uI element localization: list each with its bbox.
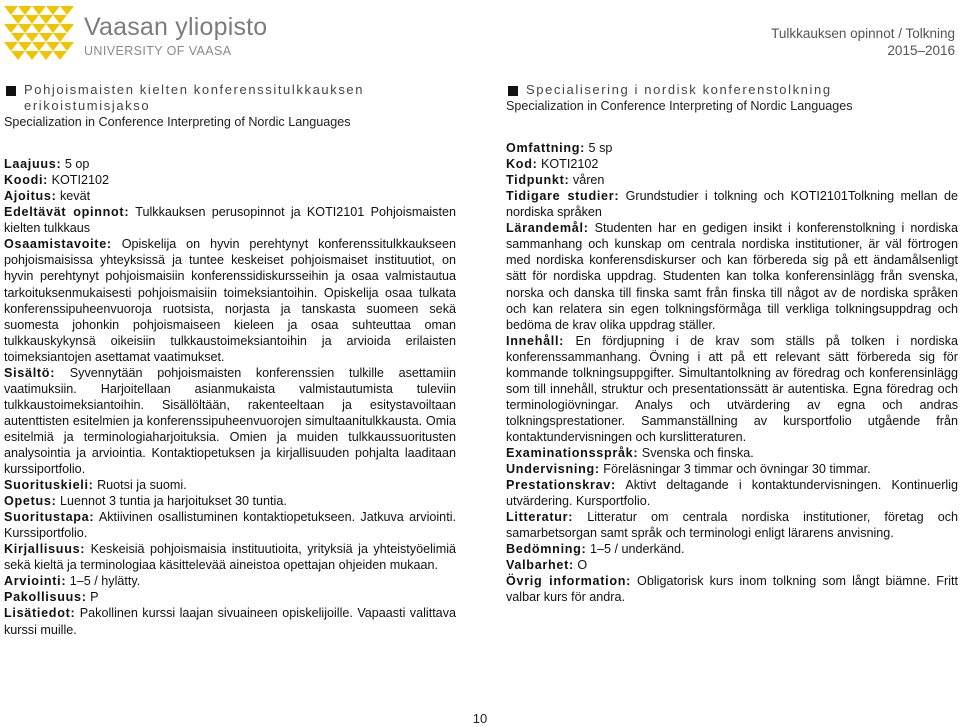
academic-years: 2015–2016 (887, 43, 955, 58)
section-title: Specialisering i nordisk konferenstolkning (506, 82, 958, 98)
field-valbarhet: Valbarhet: O (506, 558, 588, 573)
field-bedomning: Bedömning: 1–5 / underkänd. (506, 542, 685, 557)
section-subtitle: Specialization in Conference Interpreting of Nordic Languages (506, 99, 853, 114)
field-larandemal: Lärandemål: Studenten har en gedigen insikt i konferenstolkning i nordiska sammanhang och kunskap om centrala nordiska institutioner, är väl förtrogen med nordiska konferensdiskurser och kan förbereda sig på ett ändamålsenligt sätt för nordiska uppdrag. Studenten kan tolka konferensinlägg från svenska, norska och danska till finska samt från finska till något av de nordiska språken och kan relatera sin egen tolkningsförmåga till verkliga tolkningsuppdrag och bedöma de krav olika uppdrag ställer. (506, 221, 958, 332)
course-fields (4, 156, 456, 637)
university-logo-mark-icon (4, 6, 74, 64)
logo-name-fi: Vaasan yliopisto (84, 13, 268, 41)
field-laajuus: Laajuus: 5 op (4, 157, 90, 172)
bullet-square-icon (508, 86, 518, 96)
field-opetus: Opetus: Luennot 3 tuntia ja harjoitukset 30 tuntia. (4, 494, 287, 509)
university-logo (4, 6, 304, 64)
logo-name-en: UNIVERSITY OF VAASA (84, 44, 232, 58)
section-title: Pohjoismaisten kielten konferenssitulkkauksen erikoistumisjakso (4, 82, 456, 114)
field-examinationssprak: Examinationsspråk: Svenska och finska. (506, 445, 754, 460)
field-edeltavat-opinnot: Edeltävät opinnot: Tulkkauksen perusopinnot ja KOTI2101 Pohjoismaisten kielten tulkkaus (4, 205, 456, 236)
course-fields (506, 140, 958, 605)
field-koodi: Koodi: KOTI2102 (4, 173, 109, 188)
section-subtitle: Specialization in Conference Interpreting of Nordic Languages (4, 115, 351, 130)
field-ovrig-information: Övrig information: Obligatorisk kurs inom tolkning som långt biämne. Fritt valbar kurs för andra. (506, 574, 958, 605)
field-arviointi: Arviointi: 1–5 / hylätty. (4, 574, 141, 589)
field-suoritustapa: Suoritustapa: Aktiivinen osallistuminen kontaktiopetukseen. Jatkuva arviointi. Kurssiportfolio. (4, 510, 456, 541)
bullet-square-icon (6, 86, 16, 96)
field-tidpunkt: Tidpunkt: våren (506, 173, 605, 188)
field-kod: Kod: KOTI2102 (506, 157, 599, 172)
swedish-course-column (506, 82, 958, 605)
field-sisalto: Sisältö: Syvennytään pohjoismaisten konferenssien tulkille asettamiin vaatimuksiin. Harjoitellaan asianmukaista valmistautumista tuleviin tulkkaustoimeksiantoihin. Sisällöltään, rakenteeltaan ja esitystavoiltaan autenttisten esitelmien ja konferenssipuheenvuorojen simultaanitulkkausta. Omia esitelmiä ja terminologiaharjoituksia. Omien ja muiden tulkkaussuoritusten analysointia ja arviointia. Kontaktiopetuksen ja kirjallisuuden pohjalta laaditaan kurssiportfolio. (4, 365, 456, 477)
field-innehall: Innehåll: En fördjupning i de krav som ställs på tolken i nordiska konferenssammanhang. Övning i att på ett relevant sätt förbereda sig för kommande tolkningsuppgifter. Simultantolkning av föredrag och konferensinlägg som till innehåll, struktur och presentationssätt är autentiska. Egna föredrag och terminologiövningar. Analys och utvärdering av egna och andras tolkningsprestationer. Sammanställning av kursportfolio utgående från kontaktundervisningen och kurslitteraturen. (506, 333, 958, 444)
running-header (771, 25, 955, 59)
field-prestationskrav: Prestationskrav: Aktivt deltagande i kontaktundervisningen. Kontinuerlig utvärdering. Kursportfolio. (506, 478, 958, 509)
field-lisatiedot: Lisätiedot: Pakollinen kurssi laajan sivuaineen opiskelijoille. Vapaasti valittava kurssi muille. (4, 606, 456, 637)
finnish-course-column (4, 82, 456, 638)
field-osaamistavoite: Osaamistavoite: Opiskelija on hyvin perehtynyt konferenssitulkkaukseen pohjoismaisissa yhteyksissä ja tuntee keskeiset pohjoismaiset instituutiot, on hyvin perehtynyt pohjoismaisiin konferenssidiskursseihin ja osaa valmistautua tarkoituksenmukaisesti pohjoismaisiin toimeksiantoihin. Opiskelija osaa tulkata konferenssipuheenvuoroja ruotsista, norjasta ja tanskasta suomeen sekä suomesta johonkin pohjoismaiseen kieleen ja osaa suhteuttaa oman tulkkauskykynsä oikeisiin tulkkaustoimeksiantoihin ja arvioida erilaisten toimeksiantojen asettamat vaatimukset. (4, 237, 456, 364)
field-tidigare-studier: Tidigare studier: Grundstudier i tolkning och KOTI2101Tolkning mellan de nordiska språken (506, 189, 958, 220)
field-litteratur: Litteratur: Litteratur om centrala nordiska institutioner, företag och samarbetsorgan samt språk och terminologi enligt lärarens anvisning. (506, 510, 958, 541)
field-omfattning: Omfattning: 5 sp (506, 141, 613, 156)
field-suorituskieli: Suorituskieli: Ruotsi ja suomi. (4, 478, 187, 493)
field-ajoitus: Ajoitus: kevät (4, 189, 91, 204)
field-pakollisuus: Pakollisuus: P (4, 590, 99, 605)
field-kirjallisuus: Kirjallisuus: Keskeisiä pohjoismaisia instituutioita, yrityksiä ja yhteistyöelimiä sekä kieltä ja terminologiaa käsittelevää aineistoa opettajan ohjeiden mukaan. (4, 542, 456, 573)
page-number: 10 (472, 711, 488, 726)
document-title: Tulkkauksen opinnot / Tolkning (771, 26, 955, 41)
field-undervisning: Undervisning: Föreläsningar 3 timmar och övningar 30 timmar. (506, 462, 871, 477)
